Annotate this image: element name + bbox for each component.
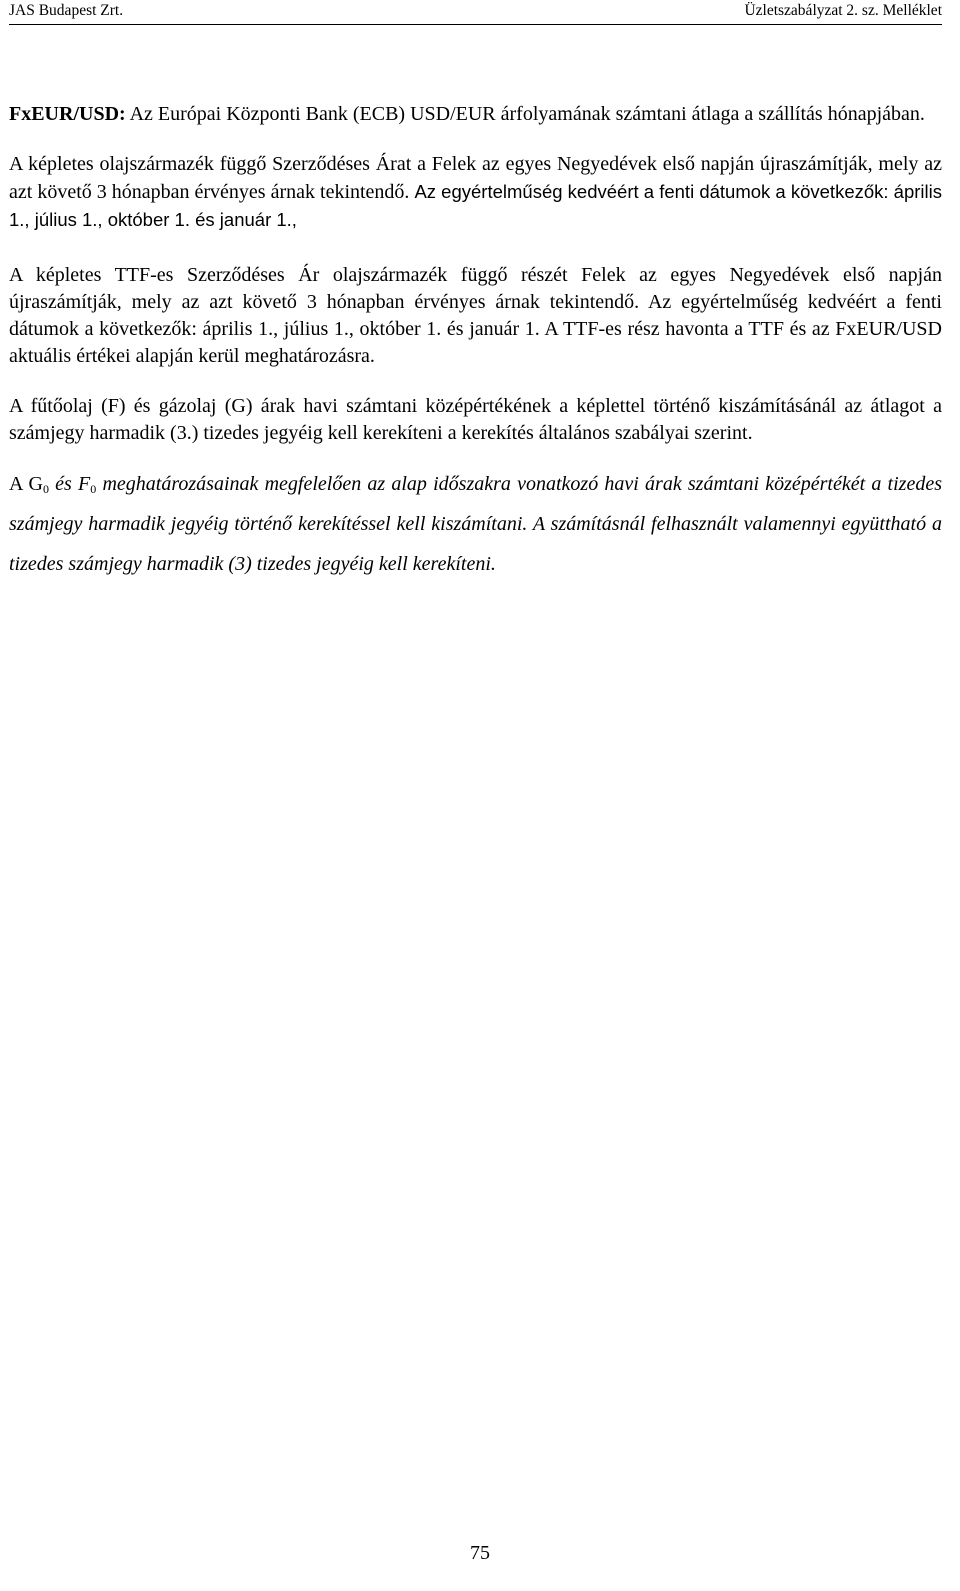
base-period-text: meghatározásainak megfelelően az alap időszakra vonatkozó havi árak számtani középértékét a tizedes számjegy harmadik jegyéig történő kerekítéssel kell kiszámítani. A számításnál felhasznált valamennyi együttható a tizedes számjegy harmadik (3) tizedes jegyéig kell kerekíteni. [9, 473, 942, 575]
ttf-price-text: A képletes TTF-es Szerződéses Ár olajszármazék függő részét Felek az egyes Negyedévek első napján újraszámítják, mely az azt követő 3 hónapban érvényes árnak tekintendő. Az egyértelműség kedvéért a fenti dátumok a következők: április 1., július 1., október 1. és január 1. A TTF-es rész havonta a TTF és az FxEUR/USD aktuális értékei alapján kerül meghatározásra. [9, 264, 942, 367]
page-header [9, 2, 942, 24]
paragraph-rounding [9, 393, 942, 447]
paragraph-fxeurusd [9, 101, 942, 128]
base-es: és [48, 473, 79, 495]
rounding-text: A fűtőolaj (F) és gázolaj (G) árak havi számtani középértékének a képlettel történő kiszámításánál az átlagot a számjegy harmadik (3.) tizedes jegyéig kell kerekíteni a kerekítés általános szabályai szerint. [9, 395, 942, 444]
base-g-subscript: 0 [42, 482, 49, 496]
paragraph-recalculation [9, 151, 942, 234]
recalculation-text: A képletes olajszármazék függő Szerződéses Árat a Felek az egyes Negyedévek első napján újraszámítják, mely az azt követő 3 hónapban érvényes árnak tekintendő. [9, 153, 942, 203]
base-f-symbol: F [78, 473, 91, 495]
document-body [9, 101, 942, 607]
paragraph-ttf-price [9, 262, 942, 370]
base-f-subscript: 0 [90, 482, 97, 496]
base-g-prefix: A G [9, 473, 43, 495]
header-company: JAS Budapest Zrt. [9, 2, 124, 19]
header-rule [9, 24, 942, 25]
recalculation-dates: Az egyértelműség kedvéért a fenti dátumok a következők: április 1., július 1., október 1. és január 1., [9, 181, 942, 230]
definition-fxeurusd: Az Európai Központi Bank (ECB) USD/EUR árfolyamának számtani átlaga a szállítás hónapjában. [125, 103, 925, 125]
paragraph-base-period [9, 464, 942, 584]
header-document-title: Üzletszabályzat 2. sz. Melléklet [744, 2, 942, 19]
page-number: 75 [470, 1542, 490, 1564]
term-fxeurusd: FxEUR/USD: [9, 103, 126, 125]
